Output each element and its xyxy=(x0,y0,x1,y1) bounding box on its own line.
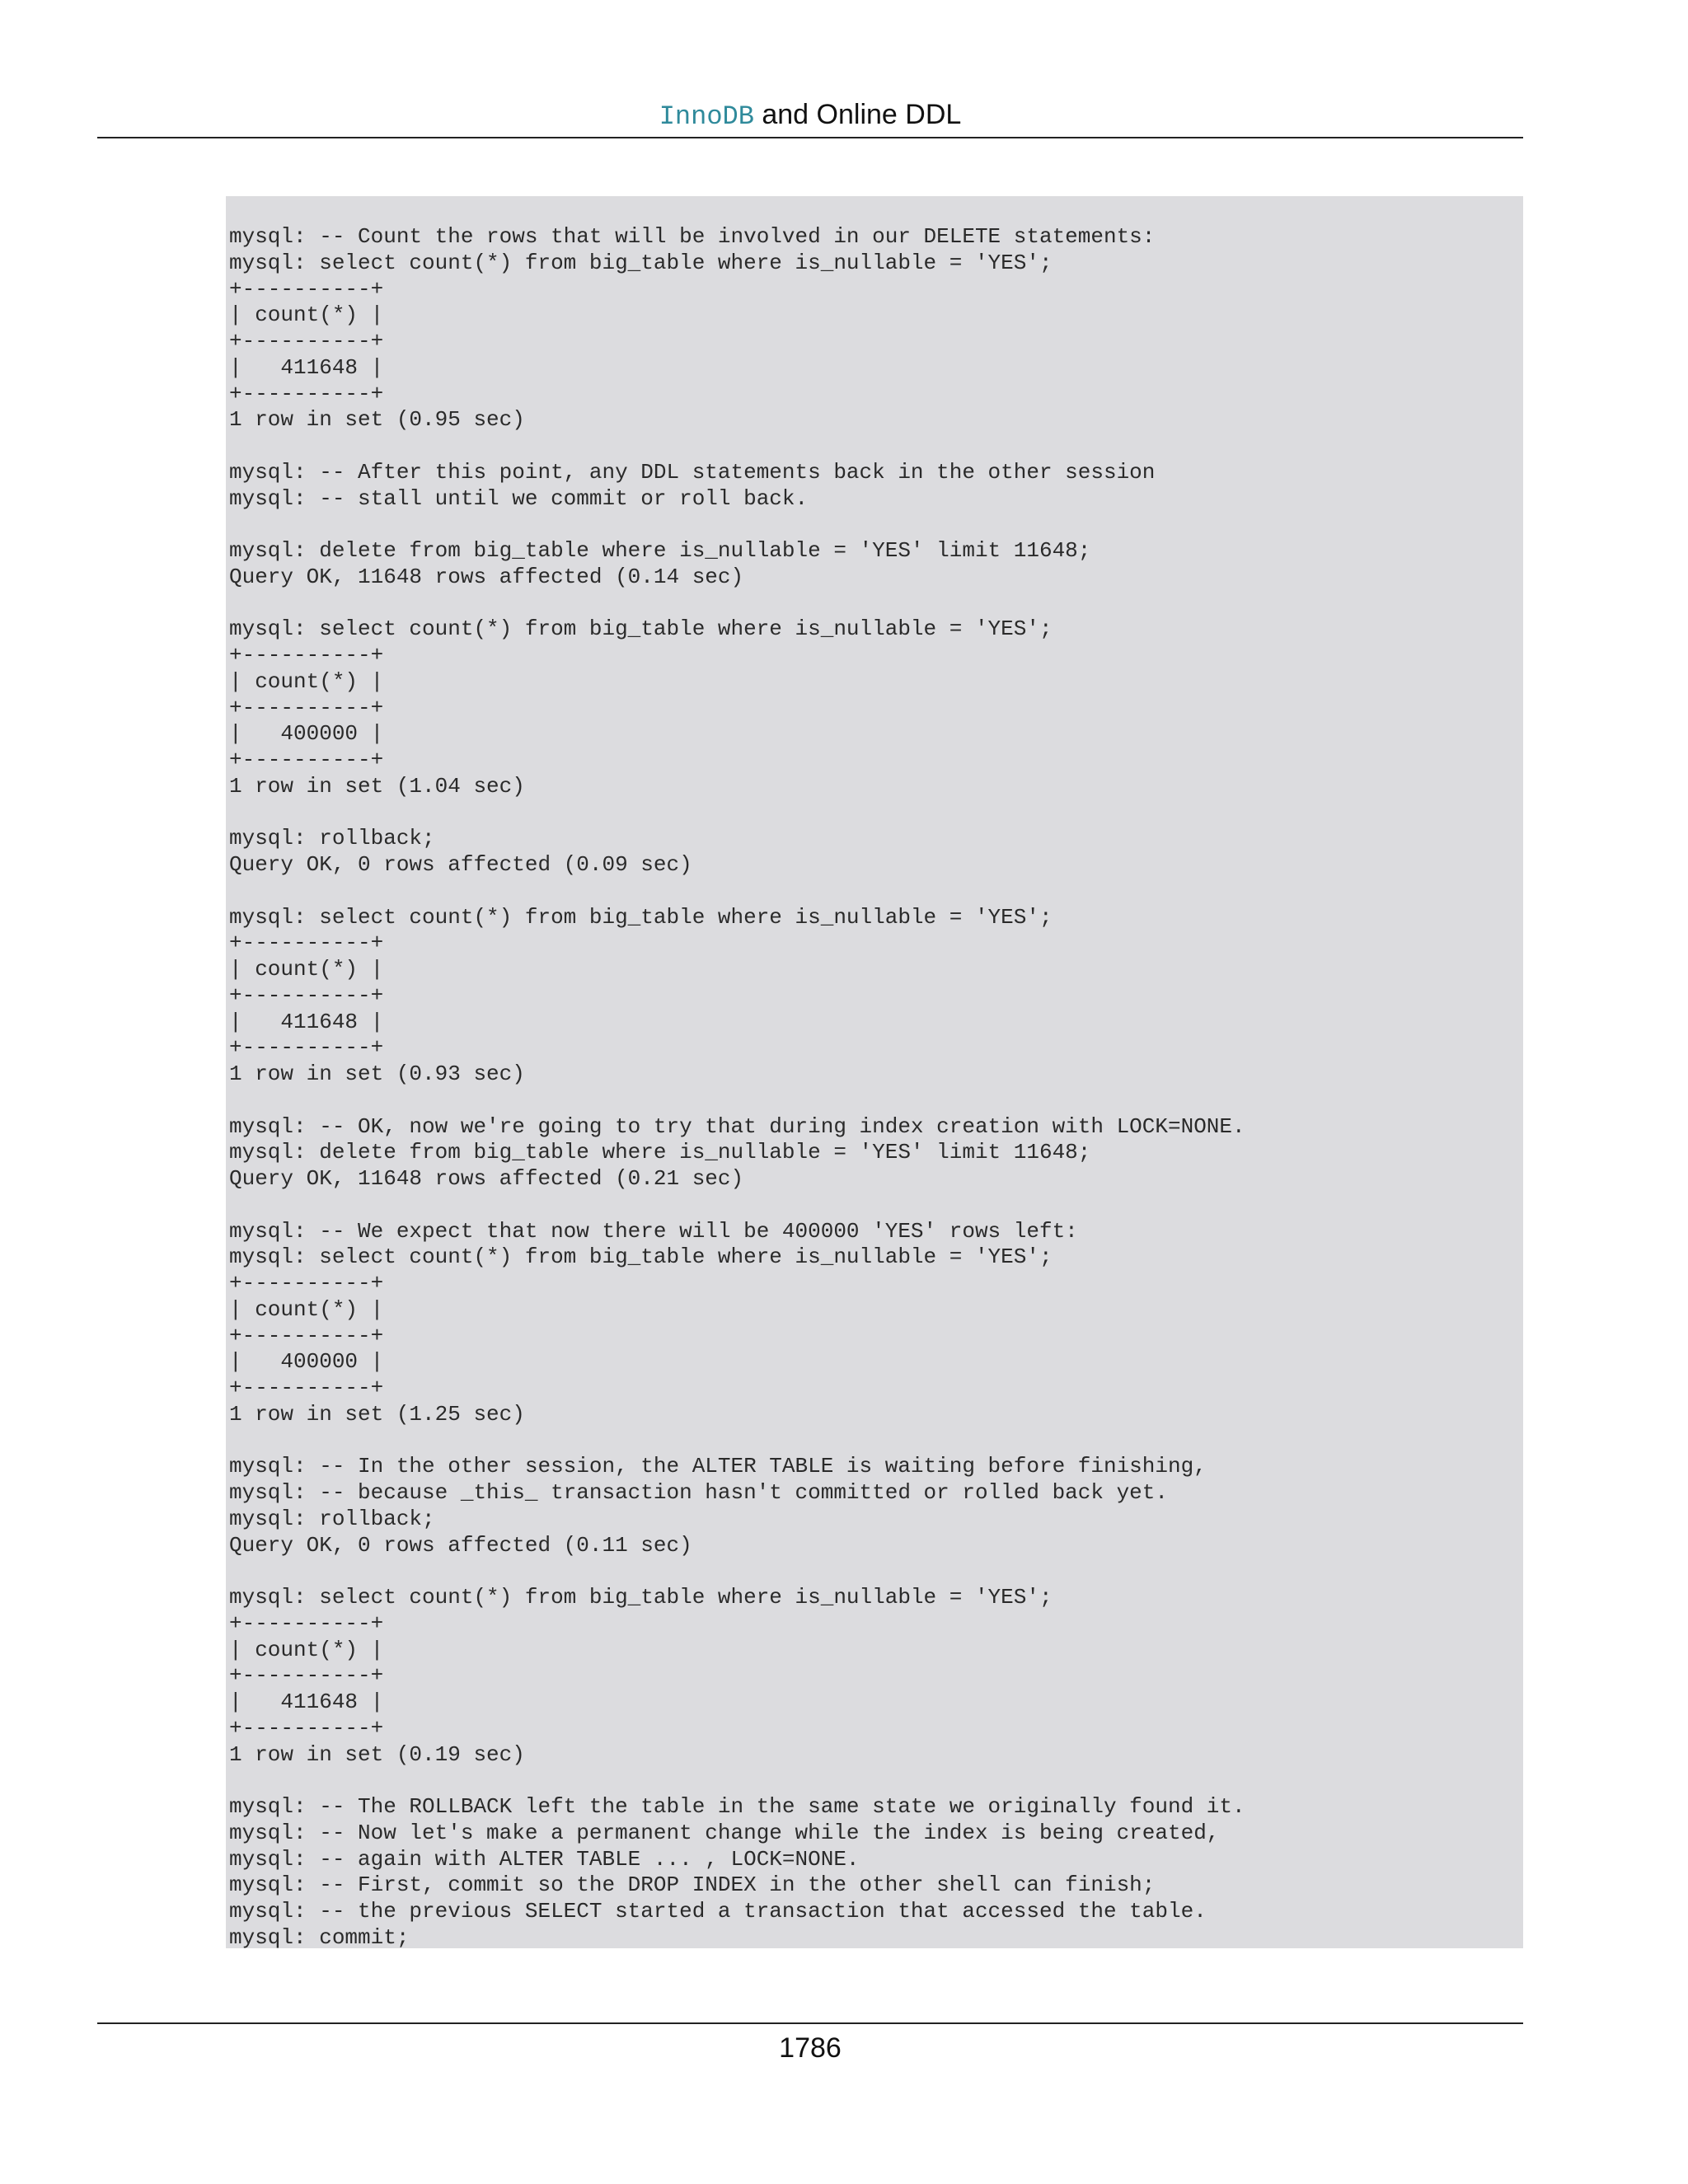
code-listing xyxy=(226,196,1523,1948)
code-line: mysql: -- First, commit so the DROP INDEX in the other shell can finish; xyxy=(229,1872,1156,1898)
code-line: +----------+ xyxy=(229,1271,384,1296)
code-line: mysql: -- Now let's make a permanent change while the index is being created, xyxy=(229,1820,1220,1845)
code-line: | count(*) | xyxy=(229,1637,384,1662)
code-line: mysql: delete from big_table where is_nullable = 'YES' limit 11648; xyxy=(229,538,1091,563)
code-line: 1 row in set (1.25 sec) xyxy=(229,1401,525,1427)
page-header xyxy=(97,92,1523,137)
code-line: mysql: -- because _this_ transaction hasn't committed or rolled back yet. xyxy=(229,1480,1168,1505)
code-line: 1 row in set (0.95 sec) xyxy=(229,407,525,433)
code-line: mysql: select count(*) from big_table where is_nullable = 'YES'; xyxy=(229,1244,1053,1270)
code-line: Query OK, 11648 rows affected (0.21 sec) xyxy=(229,1166,744,1191)
code-line: | count(*) | xyxy=(229,1296,384,1322)
code-line: +----------+ xyxy=(229,1376,384,1400)
code-line: mysql: -- After this point, any DDL statements back in the other session xyxy=(229,459,1156,485)
code-line: +----------+ xyxy=(229,1035,384,1061)
code-line: +----------+ xyxy=(229,982,384,1008)
code-text xyxy=(229,224,1520,1948)
code-line: | 400000 | xyxy=(229,721,384,747)
code-line: 1 row in set (0.93 sec) xyxy=(229,1062,525,1086)
code-line: | count(*) | xyxy=(229,668,384,694)
code-line: mysql: -- In the other session, the ALTER TABLE is waiting before finishing, xyxy=(229,1454,1207,1479)
code-line: mysql: -- The ROLLBACK left the table in the same state we originally found it. xyxy=(229,1794,1245,1819)
code-line: +----------+ xyxy=(229,695,384,720)
code-line: +----------+ xyxy=(229,1610,384,1636)
code-line: | 411648 | xyxy=(229,1009,384,1034)
code-line: Query OK, 0 rows affected (0.11 sec) xyxy=(229,1532,692,1558)
code-line: mysql: select count(*) from big_table where is_nullable = 'YES'; xyxy=(229,904,1053,930)
code-line: mysql: -- OK, now we're going to try that during index creation with LOCK=NONE. xyxy=(229,1113,1245,1139)
code-line: mysql: -- again with ALTER TABLE ... , LOCK=NONE. xyxy=(229,1846,860,1872)
code-line: +----------+ xyxy=(229,276,384,302)
code-line: | 411648 | xyxy=(229,1690,384,1714)
code-line: 1 row in set (0.19 sec) xyxy=(229,1741,525,1767)
code-line: Query OK, 11648 rows affected (0.14 sec) xyxy=(229,564,744,589)
code-line: | count(*) | xyxy=(229,957,384,982)
code-line: Query OK, 0 rows affected (0.09 sec) xyxy=(229,852,692,877)
code-line: mysql: rollback; xyxy=(229,1506,435,1531)
code-line: mysql: -- the previous SELECT started a transaction that accessed the table. xyxy=(229,1899,1207,1924)
header-divider xyxy=(97,137,1523,138)
code-line: +----------+ xyxy=(229,381,384,406)
code-line: +----------+ xyxy=(229,1715,384,1741)
code-line: mysql: -- stall until we commit or roll back. xyxy=(229,485,809,511)
code-line: +----------+ xyxy=(229,329,384,354)
code-line: +----------+ xyxy=(229,643,384,668)
code-line: +----------+ xyxy=(229,748,384,772)
code-line: +----------+ xyxy=(229,1663,384,1689)
code-line: mysql: select count(*) from big_table where is_nullable = 'YES'; xyxy=(229,616,1053,642)
code-line: | 400000 | xyxy=(229,1349,384,1375)
code-line: mysql: -- We expect that now there will be 400000 'YES' rows left: xyxy=(229,1218,1078,1244)
code-line: +----------+ xyxy=(229,930,384,956)
code-line: | 411648 | xyxy=(229,354,384,380)
code-line: 1 row in set (1.04 sec) xyxy=(229,773,525,799)
code-line: | count(*) | xyxy=(229,302,384,328)
code-line: mysql: select count(*) from big_table where is_nullable = 'YES'; xyxy=(229,250,1053,275)
header-title-rest: and Online DDL xyxy=(753,99,962,130)
code-line: mysql: rollback; xyxy=(229,826,435,851)
code-line: mysql: delete from big_table where is_nullable = 'YES' limit 11648; xyxy=(229,1140,1091,1165)
page-number: 1786 xyxy=(779,2032,842,2064)
footer-divider xyxy=(97,2022,1523,2024)
header-title-innodb: InnoDB xyxy=(659,101,754,132)
code-line: +----------+ xyxy=(229,1323,384,1348)
code-line: mysql: commit; xyxy=(229,1924,410,1948)
code-line: mysql: -- Count the rows that will be involved in our DELETE statements: xyxy=(229,224,1156,249)
code-line: mysql: select count(*) from big_table where is_nullable = 'YES'; xyxy=(229,1585,1053,1610)
